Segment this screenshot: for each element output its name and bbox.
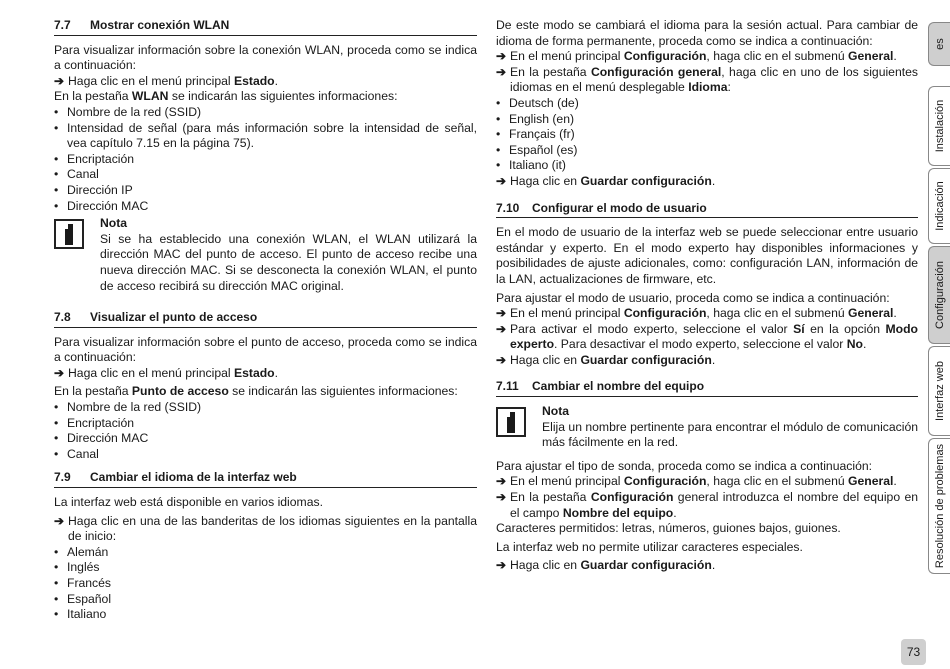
arrow-right-icon: ➔ <box>496 352 507 367</box>
instruction-step: ➔ En el menú principal Configuración, haga clic en el submenú General. <box>496 306 897 321</box>
section-heading-7-11 <box>496 379 918 397</box>
section-number: 7.11 <box>496 379 519 394</box>
bullet-icon: • <box>54 151 59 166</box>
list-item: • Deutsch (de) <box>496 95 579 110</box>
instruction-step: ➔ Haga clic en Guardar configuración. <box>496 173 716 188</box>
list-item: • Dirección MAC <box>54 431 149 446</box>
arrow-right-icon: ➔ <box>496 64 507 79</box>
section-heading-7-8 <box>54 310 477 328</box>
bullet-icon: • <box>54 446 59 461</box>
bullet-icon: • <box>496 158 501 173</box>
bullet-icon: • <box>54 400 59 415</box>
instruction-step: ➔ Haga clic en el menú principal Estado. <box>54 365 279 380</box>
list-item: • Alemán <box>54 544 109 559</box>
list-item: • Español (es) <box>496 142 578 157</box>
instruction-step: ➔ Haga clic en Guardar configuración. <box>496 558 716 573</box>
bullet-icon: • <box>496 95 501 110</box>
tab-resolucion-de-problemas[interactable]: Resolución de problemas <box>928 438 950 574</box>
note-text: Elija un nombre pertinente para encontrar el módulo de comunicación más fácilmente en la red. <box>542 419 919 450</box>
bullet-icon: • <box>54 576 59 590</box>
bullet-icon: • <box>54 167 59 182</box>
tab-indicacion[interactable]: Indicación <box>928 168 950 244</box>
list-item: • English (en) <box>496 111 575 126</box>
bullet-icon: • <box>54 560 59 575</box>
list-item: • Canal <box>54 446 99 461</box>
arrow-right-icon: ➔ <box>54 513 65 528</box>
bullet-icon: • <box>54 591 59 606</box>
info-icon <box>496 407 526 437</box>
section-number: 7.10 <box>496 200 520 215</box>
instruction-step: ➔ Haga clic en el menú principal Estado. <box>54 73 279 88</box>
instruction-step: ➔ Haga clic en una de las banderitas de los idiomas siguientes en la pantalla de inicio: <box>54 513 477 544</box>
right-column <box>496 18 918 574</box>
instruction-step: ➔ En el menú principal Configuración, haga clic en el submenú General. <box>496 474 897 489</box>
tab-interfaz-web[interactable]: Interfaz web <box>928 346 950 436</box>
list-item: • Français (fr) <box>496 127 575 142</box>
paragraph: Para visualizar información sobre la conexión WLAN, proceda como se indica a continuación: <box>54 42 477 73</box>
list-item: • Dirección MAC <box>54 198 149 213</box>
list-item: • Inglés <box>54 560 100 575</box>
paragraph: La interfaz web está disponible en varios idiomas. <box>54 495 323 510</box>
arrow-right-icon: ➔ <box>496 306 507 321</box>
paragraph: De este modo se cambiará el idioma para la sesión actual. Para cambiar de idioma de forma permanente, proceda como se indica a continuación: <box>496 18 918 48</box>
section-number: 7.8 <box>54 310 71 325</box>
bullet-list-ap-info <box>54 400 477 462</box>
arrow-right-icon: ➔ <box>54 73 65 88</box>
paragraph: En la pestaña Punto de acceso se indicarán las siguientes informaciones: <box>54 384 458 399</box>
paragraph: En el modo de usuario de la interfaz web se puede seleccionar entre usuario estándar y experto. En el modo experto hay disponibles informaciones y posibilidades de ajuste adicionales, como: configuración LAN, información de la LAN, actualizaciones de firmware, etc. <box>496 225 918 286</box>
note-box <box>496 404 918 451</box>
section-number: 7.9 <box>54 470 71 485</box>
instruction-step: ➔ En el menú principal Configuración, haga clic en el submenú General. <box>496 49 897 64</box>
section-title: Mostrar conexión WLAN <box>90 18 230 32</box>
arrow-right-icon: ➔ <box>496 49 507 64</box>
page-number: 73 <box>901 639 926 665</box>
list-item: • Encriptación <box>54 415 135 430</box>
tab-instalacion[interactable]: Instalación <box>928 86 950 166</box>
section-title: Cambiar el idioma de la interfaz web <box>90 470 297 485</box>
bullet-list-language-codes <box>496 96 918 174</box>
chapter-tab-strip <box>926 0 950 669</box>
list-item: • Nombre de la red (SSID) <box>54 104 202 119</box>
info-icon <box>54 219 84 249</box>
section-title: Cambiar el nombre del equipo <box>532 379 705 394</box>
arrow-right-icon: ➔ <box>54 365 65 380</box>
list-item: • Canal <box>54 167 99 182</box>
bullet-icon: • <box>54 431 59 446</box>
arrow-right-icon: ➔ <box>496 173 507 188</box>
bullet-icon: • <box>496 127 501 142</box>
bullet-icon: • <box>54 607 59 622</box>
note-title: Nota <box>542 404 570 419</box>
bullet-icon: • <box>54 120 59 135</box>
section-heading-7-9 <box>54 470 477 488</box>
list-item: • Francés <box>54 576 112 590</box>
list-item: • Italiano <box>54 607 107 622</box>
bullet-list-languages <box>54 545 477 623</box>
note-title: Nota <box>100 216 128 231</box>
instruction-step: ➔ En la pestaña Configuración general, haga clic en uno de los siguientes idiomas en el menú desplegable Idioma: <box>496 64 919 95</box>
arrow-right-icon: ➔ <box>496 321 507 336</box>
arrow-right-icon: ➔ <box>496 558 507 573</box>
tab-es[interactable]: es <box>928 22 950 66</box>
section-heading-7-7 <box>54 18 477 36</box>
note-box <box>54 216 477 294</box>
paragraph: La interfaz web no permite utilizar caracteres especiales. <box>496 539 803 554</box>
paragraph: En la pestaña WLAN se indicarán las siguientes informaciones: <box>54 89 398 104</box>
list-item: • Encriptación <box>54 151 135 166</box>
list-item: • Dirección IP <box>54 182 133 197</box>
bullet-icon: • <box>54 198 59 213</box>
section-heading-7-10 <box>496 201 918 219</box>
arrow-right-icon: ➔ <box>496 490 507 505</box>
section-number: 7.7 <box>54 18 71 32</box>
list-item: • Español <box>54 591 112 606</box>
tab-configuracion[interactable]: Configuración <box>928 246 950 344</box>
paragraph: Para visualizar información sobre el punto de acceso, proceda como se indica a continuación: <box>54 334 477 365</box>
instruction-step: ➔ Para activar el modo experto, seleccione el valor Sí en la opción Modo experto. Para desactivar el modo experto, seleccione el valor No. <box>496 321 918 352</box>
list-item: • Intensidad de señal (para más información sobre la intensidad de señal, vea capítulo 7.15 en la página 75). <box>54 120 477 151</box>
section-title: Configurar el modo de usuario <box>532 200 707 215</box>
section-title: Visualizar el punto de acceso <box>90 310 258 325</box>
paragraph: Caracteres permitidos: letras, números, guiones bajos, guiones. <box>496 521 841 536</box>
arrow-right-icon: ➔ <box>496 474 507 489</box>
bullet-icon: • <box>54 104 59 119</box>
instruction-step: ➔ Haga clic en Guardar configuración. <box>496 352 716 367</box>
list-item: • Nombre de la red (SSID) <box>54 400 202 415</box>
bullet-icon: • <box>54 182 59 197</box>
left-column <box>54 18 477 623</box>
list-item: • Italiano (it) <box>496 158 566 173</box>
note-text: Si se ha establecido una conexión WLAN, el WLAN utilizará la dirección MAC del punto de acceso. El punto de acceso recibe una nueva dirección MAC. Si se desconecta la conexión WLAN, el punto de acceso recibirá su dirección MAC original. <box>100 231 477 293</box>
bullet-icon: • <box>54 544 59 559</box>
bullet-icon: • <box>496 111 501 126</box>
bullet-list-wlan-info <box>54 105 477 214</box>
paragraph: Para ajustar el tipo de sonda, proceda como se indica a continuación: <box>496 458 873 473</box>
bullet-icon: • <box>54 415 59 430</box>
bullet-icon: • <box>496 142 501 157</box>
instruction-step: ➔ En la pestaña Configuración general introduzca el nombre del equipo en el campo Nombre del equipo. <box>496 490 919 520</box>
paragraph: Para ajustar el modo de usuario, proceda como se indica a continuación: <box>496 290 890 305</box>
